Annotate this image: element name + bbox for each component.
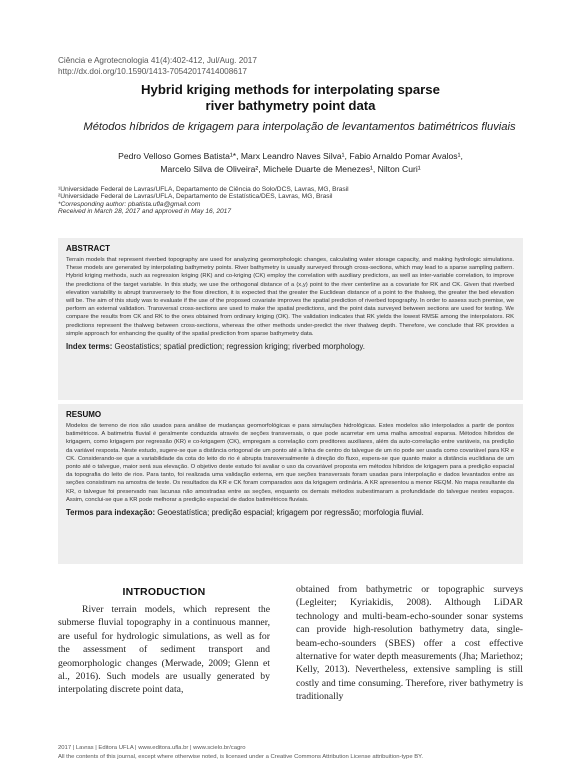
- index-terms-text: Geostatistics; spatial prediction; regression kriging; riverbed morphology.: [114, 342, 365, 352]
- abstract-box: [58, 238, 523, 400]
- introduction-right-column: [296, 583, 523, 704]
- introduction-left-column: [58, 603, 270, 697]
- authors-line-1: Pedro Velloso Gomes Batista¹*, Marx Leandro Naves Silva¹, Fabio Arnaldo Pomar Avalos¹,: [118, 151, 463, 161]
- affiliations: [58, 186, 349, 216]
- author-list: [58, 150, 523, 176]
- resumo-heading: RESUMO: [66, 410, 102, 419]
- footer-license: All the contents of this journal, except where otherwise noted, is licensed under a Creative Commons Attribution License attribuition-type BY.: [58, 754, 423, 760]
- footer-publisher: 2017 | Lavras | Editora UFLA | www.editora.ufla.br | www.scielo.br/cagro: [58, 745, 246, 751]
- introduction-paragraph-1: River terrain models, which represent the submerse fluvial topography in a continuous manner, are useful for hydrologic simulations, as well as for the assessment of sediment transport and geomorphologic changes (Merwade, 2009; Glenn et al., 2016). Such models are usually generated by interpolating discrete point data,: [58, 604, 270, 696]
- doi-link[interactable]: http://dx.doi.org/10.1590/1413-70542017414008617: [58, 66, 247, 76]
- page-footer: [58, 744, 423, 762]
- corresponding-author: *Corresponding author: pbatista.ufla@gmail.com: [58, 200, 201, 208]
- authors-line-2: Marcelo Silva de Oliveira², Michele Duarte de Menezes¹, Nilton Curi¹: [160, 164, 421, 174]
- termos-text: Geoestatística; predição espacial; krigagem por regressão; morfologia fluvial.: [157, 508, 424, 518]
- abstract-body: Terrain models that represent riverbed topography are used for analyzing geomorphologic changes, calculating water storage capacity, and making hydrologic simulations. These models are generated by interpolating bathymetry points. River bathymetry is usually surveyed through cross-sections, which may lead to a sparse sampling pattern. Hybrid kriging methods, such as regression kriging (RK) and co-kriging (CK) employ the correlation with auxiliary predictors, as well as inter-variable correlation, to improve the predictions of the target variable. In this study, we use the orthogonal distance of a (x,y) point to the river centerline as a covariate for RK and CK. Given that riverbed elevation variability is abrupt transversely to the flow direction, it is expected that the greater the Euclidean distance of a point to the thalweg, the greater the bed elevation will be. The aim of this study was to evaluate if the use of the proposed covariate improves the spatial prediction of riverbed topography. In order to assess such premise, we perform an external validation. Transversal cross-sections are used to make the spatial predictions, and the point data surveyed between sections are used for testing. We compare the results from CK and RK to the ones obtained from ordinary kriging (OK). The validation indicates that RK yields the lowest RMSE among the interpolators. RK predictions represent the thalweg between cross-sections, whereas the other methods under-predict the river thalweg depth. Therefore, we conclude that RK provides a simple approach for enhancing the quality of the spatial prediction from sparse bathymetry data.: [66, 257, 514, 337]
- paper-subtitle: Métodos híbridos de krigagem para interpolação de levantamentos batimétricos fluviais: [83, 121, 516, 133]
- introduction-paragraph-2: obtained from bathymetric or topographic surveys (Legleiter; Kyriakidis, 2008). Although LiDAR technology and multi-beam-echo-sounder sonar systems can provide high-resolution bathymetry data, single-beam-echo-sounders (SBES) offer a cost effective alternative for water depth measurements (Jha; Mariethoz; Kelly, 2013). Nevertheless, extensive sampling is still costly and time consuming. Therefore, river bathymetry is traditionally: [296, 584, 523, 703]
- affiliation-1: ¹Universidade Federal de Lavras/UFLA, Departamento de Ciência do Solo/DCS, Lavras, MG, Brasil: [58, 186, 349, 193]
- abstract-heading: ABSTRACT: [66, 244, 110, 253]
- resumo-index-terms: [66, 508, 514, 517]
- resumo-body: Modelos de terreno de rios são usados para análise de mudanças geomorfológicas e para simulações hidrológicas. Estes modelos são interpolados a partir de pontos batimétricos. A batimetria fluvial é geralmente conduzida através de seções transversais, o que pode acarretar em uma malha amostral esparsa. Métodos híbridos de krigagem, como krigagem por regressão (KR) e co-krigagem (CK), empregam a correlação com preditores auxiliares, além da auto-correlação entre variáveis, na predição da variável resposta. Neste estudo, sugere-se que a distância ortogonal de um ponto até a linha de centro do talvegue de um rio pode ser usada como covariável para KR e CK. Considerando-se que a variabilidade da cota do leito do rio é abrupta transversalmente à direção do fluxo, espera-se que quanto maior a distância euclidiana de um ponto até o talvegue, maior será sua elevação. O objetivo deste estudo foi avaliar o uso da covariável proposta em métodos híbridos de krigagem para a predição espacial da topografia do leito de rios. Para tanto, foi realizada uma validação externa, em que seções transversais foram usadas para interpolação e dados levantados entre as seções consistiram na amostra de teste. Os resultados da KR e CK foram comparados aos da krigagem ordinária. A KR apresentou a menor REQM. No mapa resultante da KR, o talvegue foi preservado nas lacunas não amostradas entre as seções, enquanto os demais métodos subestimaram a profundidade do talvegue nestes espaços. Assim, conclui-se que a KR pode melhorar a predição espacial de dados batimétricos fluviais.: [66, 423, 514, 503]
- title-line-2: river bathymetry point data: [205, 98, 376, 113]
- journal-citation: [58, 56, 257, 77]
- journal-reference: Ciência e Agrotecnologia 41(4):402-412, Jul/Aug. 2017: [58, 56, 257, 65]
- paper-title: [58, 82, 523, 114]
- received-date: Received in March 28, 2017 and approved in May 16, 2017: [58, 208, 232, 216]
- termos-label: Termos para indexação:: [66, 508, 156, 518]
- index-terms-label: Index terms:: [66, 342, 113, 352]
- introduction-heading: INTRODUCTION: [122, 586, 206, 598]
- abstract-index-terms: [66, 342, 514, 351]
- title-line-1: Hybrid kriging methods for interpolating sparse: [141, 82, 440, 97]
- affiliation-2: ²Universidade Federal de Lavras/UFLA, Departamento de Estatística/DES, Lavras, MG, Brasil: [58, 193, 333, 201]
- resumo-box: [58, 404, 523, 564]
